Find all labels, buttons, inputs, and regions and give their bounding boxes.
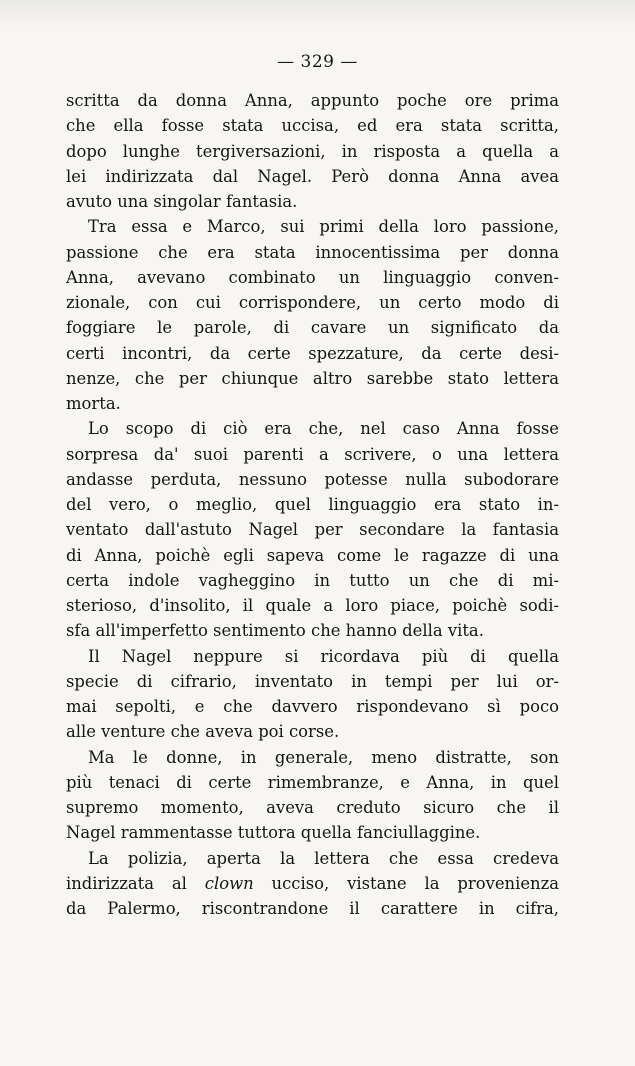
text-line: foggiare le parole, di cavare un significato da	[66, 318, 559, 338]
text-line: La polizia, aperta la lettera che essa credeva	[88, 848, 559, 868]
text-line: sfa all'imperfetto sentimento che hanno della vita.	[66, 621, 484, 641]
text-line: passione che era stata innocentissima per donna	[66, 242, 559, 262]
text-line: lei indirizzata dal Nagel. Però donna Anna avea	[66, 166, 559, 186]
page-number: — 329 —	[277, 52, 358, 72]
text-line: dopo lunghe tergiversazioni, in risposta a quella a	[66, 141, 559, 161]
text-line: specie di cifrario, inventato in tempi per lui or-	[66, 671, 559, 691]
text-line: nenze, che per chiunque altro sarebbe stato lettera	[66, 368, 559, 388]
text-line: alle venture che aveva poi corse.	[66, 722, 340, 742]
text-line: certa indole vagheggino in tutto un che di mi-	[66, 570, 559, 590]
text-line: sterioso, d'insolito, il quale a loro piace, poichè sodi-	[66, 596, 559, 615]
text-line: Ma le donne, in generale, meno distratte, son	[88, 747, 559, 767]
text-line: da Palermo, riscontrandone il carattere in cifra,	[66, 899, 559, 918]
text-line-mixed	[66, 871, 559, 896]
text-segment: indirizzata al	[66, 873, 205, 893]
text-segment: ucciso, vistane la provenienza	[253, 873, 559, 893]
text-line: morta.	[66, 394, 121, 413]
text-line: scritta da donna Anna, appunto poche ore prima	[66, 91, 559, 110]
text-line: di Anna, poichè egli sapeva come le ragazze di una	[66, 545, 559, 565]
text-line: Anna, avevano combinato un linguaggio conven-	[66, 267, 559, 287]
text-line: ventato dall'astuto Nagel per secondare la fantasia	[66, 520, 559, 540]
italic-word: clown	[204, 873, 254, 893]
text-line: avuto una singolar fantasia.	[66, 192, 298, 211]
body-text	[66, 88, 559, 921]
text-line: che ella fosse stata uccisa, ed era stata scritta,	[66, 116, 559, 136]
text-line: sorpresa da' suoi parenti a scrivere, o una lettera	[66, 444, 559, 464]
text-line: Il Nagel neppure si ricordava più di quella	[88, 646, 559, 666]
text-line: del vero, o meglio, quel linguaggio era stato in-	[66, 495, 559, 514]
text-line: Lo scopo di ciò era che, nel caso Anna fosse	[88, 419, 559, 439]
text-line: Tra essa e Marco, sui primi della loro passione,	[88, 217, 559, 237]
text-line: andasse perduta, nessuno potesse nulla subodorare	[66, 469, 559, 489]
text-line: mai sepolti, e che davvero rispondevano sì poco	[66, 697, 559, 716]
text-line: Nagel rammentasse tuttora quella fanciullaggine.	[66, 823, 481, 843]
text-line: certi incontri, da certe spezzature, da certe desi-	[66, 343, 559, 363]
text-line: zionale, con cui corrispondere, un certo modo di	[66, 293, 559, 312]
text-line: supremo momento, aveva creduto sicuro che il	[66, 798, 559, 817]
text-line: più tenaci di certe rimembranze, e Anna, in quel	[66, 772, 559, 792]
